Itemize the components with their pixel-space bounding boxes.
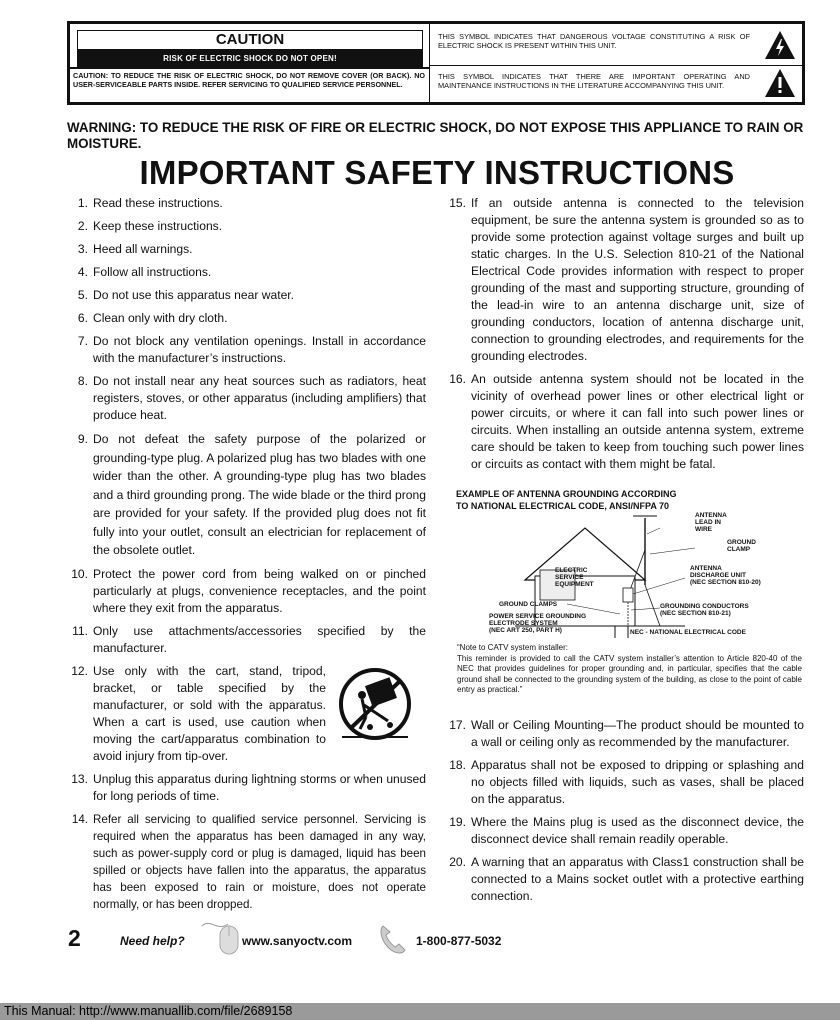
instructions-symbol-row [430,66,802,102]
caution-warning-text: CAUTION: TO REDUCE THE RISK OF ELECTRIC SHOCK, DO NOT REMOVE COVER (OR BACK). NO USER-SERVICEABLE PARTS INSIDE. REFER SERVICING TO QUALIFIED SERVICE PERSONNEL. [73,71,425,89]
fire-shock-warning: WARNING: TO REDUCE THE RISK OF FIRE OR ELECTRIC SHOCK, DO NOT EXPOSE THIS APPLIANCE TO RAIN OR MOISTURE. [67,120,804,151]
cart-tipover-icon [338,667,412,741]
label-ground-clamp: GROUND CLAMP [727,539,756,553]
voltage-symbol-text: THIS SYMBOL INDICATES THAT DANGEROUS VOLTAGE CONSTITUTING A RISK OF ELECTRIC SHOCK IS PRESENT WITHIN THIS UNIT. [438,32,750,50]
list-item: 11. Only use attachments/accessories specified by the manufacturer. [72,623,426,655]
caution-title: CAUTION [77,30,423,50]
list-item: 18. Apparatus shall not be exposed to dripping or splashing and no objects filled with liquids, such as vases, shall be placed on the apparatus. [449,758,804,806]
list-item: 4. Follow all instructions. [77,265,212,279]
voltage-symbol-row [430,24,802,66]
list-item: 16. An outside antenna system should not be located in the vicinity of overhead power lines or other electrical light or power circuits, or where it can fall into such power lines or circuits. When installing an outside antenna system, extreme care should be taken to keep from touching such power lines or circuits as contact with them might be fatal. [449,372,804,471]
lightning-warning-icon [764,30,796,60]
label-antenna-lead: ANTENNA LEAD IN WIRE [695,512,727,533]
right-column-lower [448,717,804,911]
list-item: 7. Do not block any ventilation openings. Install in accordance with the manufacturer’s instructions. [77,334,426,365]
list-item: 14. Refer all servicing to qualified service personnel. Servicing is required when the apparatus has been damaged in any way, such as power-supply cord or plug is damaged, liquid has been spilled or objects have fallen into the apparatus, the apparatus has been exposed to rain or moisture, does not operate normally, or has been dropped. [71,812,426,911]
list-item: 5. Do not use this apparatus near water. [77,288,295,302]
antenna-grounding-diagram [455,510,800,642]
mouse-icon [200,918,244,958]
list-item: 2. Keep these instructions. [77,219,223,233]
website-link[interactable]: www.sanyoctv.com [242,934,353,948]
phone-icon [377,922,409,956]
list-item: 3. Heed all warnings. [77,242,193,256]
catv-note: “Note to CATV system installer: This reminder is provided to call the CATV system installer’s attention to Article 820-40 of the NEC that provides guidelines for proper grounding and, in particular, specifies that the cable ground shall be connected to the grounding system of the building, as close to the point of cable entry as practical.” [457,643,802,694]
list-item: 1. Read these instructions. [77,196,223,210]
list-item: 12. Use only with the cart, stand, tripod, bracket, or table specified by the manufacturer, or sold with the apparatus. When a cart is used, use caution when moving the cart/apparatus combination to avoid injury from tip-over. [71,663,326,763]
caution-left-panel [70,24,430,102]
caution-subtitle: RISK OF ELECTRIC SHOCK DO NOT OPEN! [77,50,423,67]
list-item: 6. Clean only with dry cloth. [77,311,228,325]
page-title: IMPORTANT SAFETY INSTRUCTIONS [139,154,735,191]
label-electric-service: ELECTRIC SERVICE EQUIPMENT [555,567,594,588]
list-item: 10. Protect the power cord from being walked on or pinched particularly at plugs, convenience receptacles, and the point where they exit from the apparatus. [71,566,426,615]
right-column [448,195,804,479]
left-column [70,195,426,919]
list-item: 20. A warning that an apparatus with Class1 construction shall be connected to a Mains socket outlet with a protective earthing connection. [449,855,804,903]
page-number: 2 [68,925,81,951]
label-electrode-system: POWER SERVICE GROUNDING ELECTRODE SYSTEM (NEC ART 250, PART H) [489,613,587,634]
manual-source-text[interactable]: This Manual: http://www.manuallib.com/file/2689158 [4,1004,293,1018]
list-item: 17. Wall or Ceiling Mounting—The product should be mounted to a wall or ceiling only as recommended by the manufacturer. [449,718,804,749]
diagram-title: EXAMPLE OF ANTENNA GROUNDING ACCORDING TO NATIONAL ELECTRICAL CODE, ANSI/NFPA 70 [456,489,677,511]
label-ground-clamps: GROUND CLAMPS [499,601,558,608]
label-grounding-conductors: GROUNDING CONDUCTORS (NEC SECTION 810-21) [660,603,749,617]
need-help-label: Need help? [120,934,185,948]
list-item: 13. Unplug this apparatus during lightning storms or when unused for long periods of time. [71,771,426,803]
divider [70,67,429,69]
list-item: 9. Do not defeat the safety purpose of the polarized or grounding-type plug. A polarized plug has two blades with one wider than the other. A grounding-type plug has two blades and a third grounding prong. The wide blade or the third prong are provided for your safety. If the provided plug does not fit fully into your outlet, consult an electrician for replacement of the obsolete outlet. [77,432,426,557]
instructions-symbol-text: THIS SYMBOL INDICATES THAT THERE ARE IMPORTANT OPERATING AND MAINTENANCE INSTRUCTIONS IN THE LITERATURE ACCOMPANYING THIS UNIT. [438,72,750,90]
label-nec: NEC - NATIONAL ELECTRICAL CODE [630,629,746,636]
caution-box [67,21,805,105]
list-item: 15. If an outside antenna is connected to the television equipment, be sure the antenna system is grounded so as to provide some protection against voltage surges and built up static charges. In the U.S. Selection 810-21 of the National Electrical Code provides information with respect to proper grounding of the mast and supporting structure, grounding of the lead-in wire to an antenna discharge unit, size of grounding conductors, location of antenna discharge unit, connection to grounding electrodes, and requirements for the grounding electrodes. [449,196,804,363]
list-item: 8. Do not install near any heat sources such as radiators, heat registers, stoves, or other apparatus (including amplifiers) that produce heat. [77,374,426,422]
exclamation-warning-icon [764,68,796,98]
list-item: 19. Where the Mains plug is used as the disconnect device, the disconnect device shall remain readily operable. [449,815,804,846]
phone-number: 1-800-877-5032 [416,934,502,948]
label-discharge-unit: ANTENNA DISCHARGE UNIT (NEC SECTION 810-20) [690,565,761,586]
